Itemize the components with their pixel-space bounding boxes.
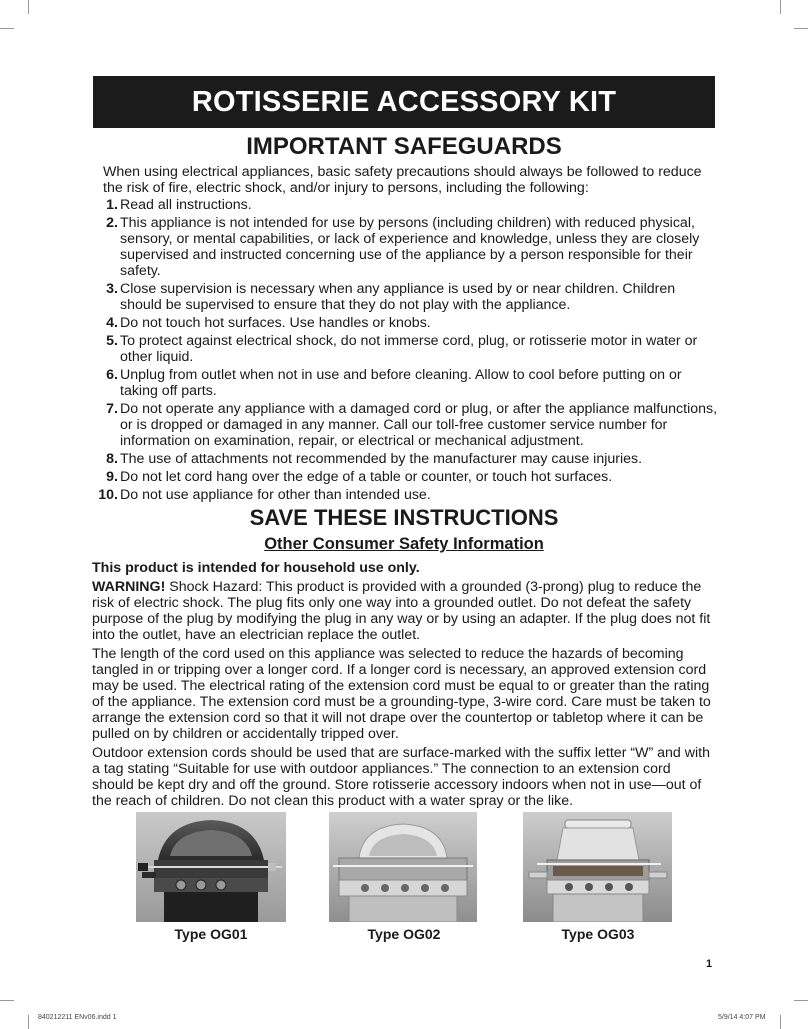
item-number: 3. bbox=[106, 281, 118, 297]
list-item bbox=[90, 451, 720, 467]
household-use-note: This product is intended for household use only. bbox=[92, 560, 420, 576]
item-number: 7. bbox=[106, 401, 118, 417]
warning-paragraph bbox=[92, 579, 714, 643]
item-text: Unplug from outlet when not in use and before cleaning. Allow to cool before putting on or taking off parts. bbox=[120, 367, 682, 399]
item-number: 5. bbox=[106, 333, 118, 349]
list-item bbox=[90, 487, 720, 503]
figure-caption-og01: Type OG01 bbox=[174, 926, 248, 942]
item-text: Do not touch hot surfaces. Use handles or knobs. bbox=[120, 315, 431, 331]
grill-og02-image bbox=[329, 812, 477, 922]
item-text: Do not use appliance for other than intended use. bbox=[120, 487, 431, 503]
print-slug-filename: 840212211 ENv06.indd 1 bbox=[38, 1014, 117, 1021]
grill-og03-image bbox=[523, 812, 672, 922]
item-text: The use of attachments not recommended by the manufacturer may cause injuries. bbox=[120, 451, 643, 467]
item-text: Do not let cord hang over the edge of a table or counter, or touch hot surfaces. bbox=[120, 469, 613, 485]
item-number: 9. bbox=[106, 469, 118, 485]
list-item bbox=[90, 401, 720, 449]
outdoor-paragraph: Outdoor extension cords should be used that are surface-marked with the suffix letter “W” and with a tag stating “Suitable for use with outdoor appliances.” The connection to an extension cord should be kept dry and off the ground. Store rotisserie accessory indoors when not in use—out of the reach of children. Do not clean this product with a water spray or the like. bbox=[92, 745, 710, 809]
crop-mark bbox=[28, 0, 29, 14]
item-number: 2. bbox=[106, 215, 118, 231]
list-item bbox=[90, 281, 720, 313]
item-number: 10. bbox=[98, 487, 118, 503]
crop-mark bbox=[780, 0, 781, 14]
item-number: 6. bbox=[106, 367, 118, 383]
print-slug-timestamp: 5/9/14 4:07 PM bbox=[718, 1014, 766, 1021]
crop-mark bbox=[794, 1000, 808, 1001]
list-item bbox=[90, 197, 720, 213]
item-number: 8. bbox=[106, 451, 118, 467]
grill-og01-image bbox=[136, 812, 286, 922]
list-item bbox=[90, 333, 720, 365]
item-text: Close supervision is necessary when any appliance is used by or near children. Children should be supervised to ensure that they do not play with the appliance. bbox=[120, 281, 676, 313]
item-text: Read all instructions. bbox=[120, 197, 252, 213]
safeguards-list bbox=[90, 197, 720, 505]
figure-caption-og02: Type OG02 bbox=[367, 926, 441, 942]
list-item bbox=[90, 215, 720, 279]
save-instructions-heading: SAVE THESE INSTRUCTIONS bbox=[249, 505, 559, 530]
figure-caption-og03: Type OG03 bbox=[561, 926, 635, 942]
item-number: 1. bbox=[106, 197, 118, 213]
cord-paragraph: The length of the cord used on this appliance was selected to reduce the hazards of becoming tangled in or tripping over a longer cord. If a longer cord is necessary, an approved extension cord may be used. The electrical rating of the extension cord must be equal to or greater than the rating of the appliance. The extension cord must be a grounding-type, 3-wire cord. Care must be taken to arrange the extension cord so that it will not drape over the countertop or tabletop where it can be pulled on by children or accidentally tripped over. bbox=[92, 646, 711, 742]
crop-mark bbox=[0, 28, 14, 29]
item-text: This appliance is not intended for use by persons (including children) with reduced physical, sensory, or mental capabilities, or lack of experience and knowledge, unless they are closely supervised and instructed concerning use of the appliance by a person responsible for their safety. bbox=[120, 215, 700, 279]
consumer-safety-heading: Other Consumer Safety Information bbox=[264, 535, 544, 553]
list-item bbox=[90, 469, 720, 485]
item-number: 4. bbox=[106, 315, 118, 331]
warning-label: WARNING! bbox=[92, 579, 166, 595]
crop-mark bbox=[780, 1015, 781, 1029]
item-text: To protect against electrical shock, do not immerse cord, plug, or rotisserie motor in water or other liquid. bbox=[120, 333, 698, 365]
list-item bbox=[90, 367, 720, 399]
safeguards-intro: When using electrical appliances, basic safety precautions should always be followed to reduce the risk of fire, electric shock, and/or injury to persons, including the following: bbox=[103, 164, 702, 196]
warning-text: Shock Hazard: This product is provided with a grounded (3-prong) plug to reduce the risk of electric shock. The plug fits only one way into a grounded outlet. Do not defeat the safety purpose of the plug by modifying the plug in any way or by using an adapter. If the plug does not fit into the outlet, have an electrician replace the outlet. bbox=[92, 579, 711, 643]
crop-mark bbox=[794, 28, 808, 29]
crop-mark bbox=[28, 1015, 29, 1029]
title-banner: ROTISSERIE ACCESSORY KIT bbox=[93, 76, 715, 128]
consumer-safety-section bbox=[92, 560, 714, 812]
item-text: Do not operate any appliance with a damaged cord or plug, or after the appliance malfunctions, or is dropped or damaged in any manner. Call our toll-free customer service number for information on examination, repair, or electrical or mechanical adjustment. bbox=[120, 401, 718, 449]
page-number: 1 bbox=[706, 958, 713, 970]
list-item bbox=[90, 315, 720, 331]
crop-mark bbox=[0, 1000, 14, 1001]
safeguards-heading: IMPORTANT SAFEGUARDS bbox=[246, 133, 562, 160]
